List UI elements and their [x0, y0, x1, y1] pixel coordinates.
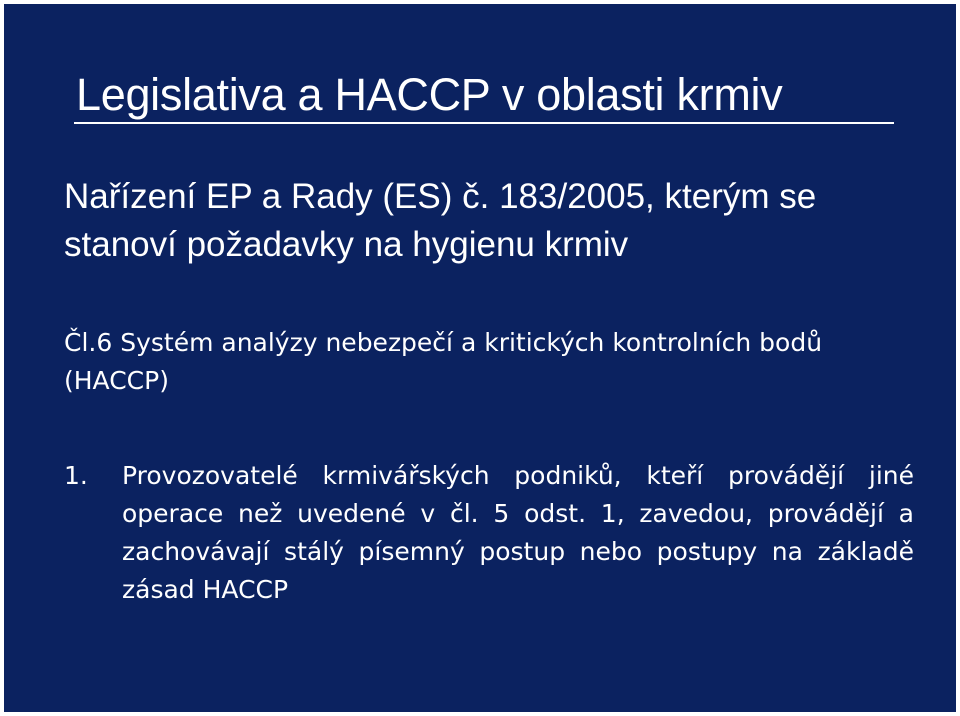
list-item-number: 1. [64, 461, 88, 490]
title-underline [74, 122, 894, 124]
list-item-text: Provozovatelé krmivářských podniků, kteří provádějí jiné operace než uvedené v čl. 5 odst. 1, zavedou, provádějí a zachovávají stálý písemný postup nebo postupy na základě zásad HACCP [122, 461, 914, 604]
regulation-text: Nařízení EP a Rady (ES) č. 183/2005, kterým se stanoví požadavky na hygienu krmiv [64, 177, 817, 264]
article-heading: Čl.6 Systém analýzy nebezpečí a kritických kontrolních bodů (HACCP) [64, 328, 823, 395]
slide-title: Legislativa a HACCP v oblasti krmiv [76, 69, 783, 120]
list-item [64, 457, 914, 609]
slide [4, 4, 956, 712]
